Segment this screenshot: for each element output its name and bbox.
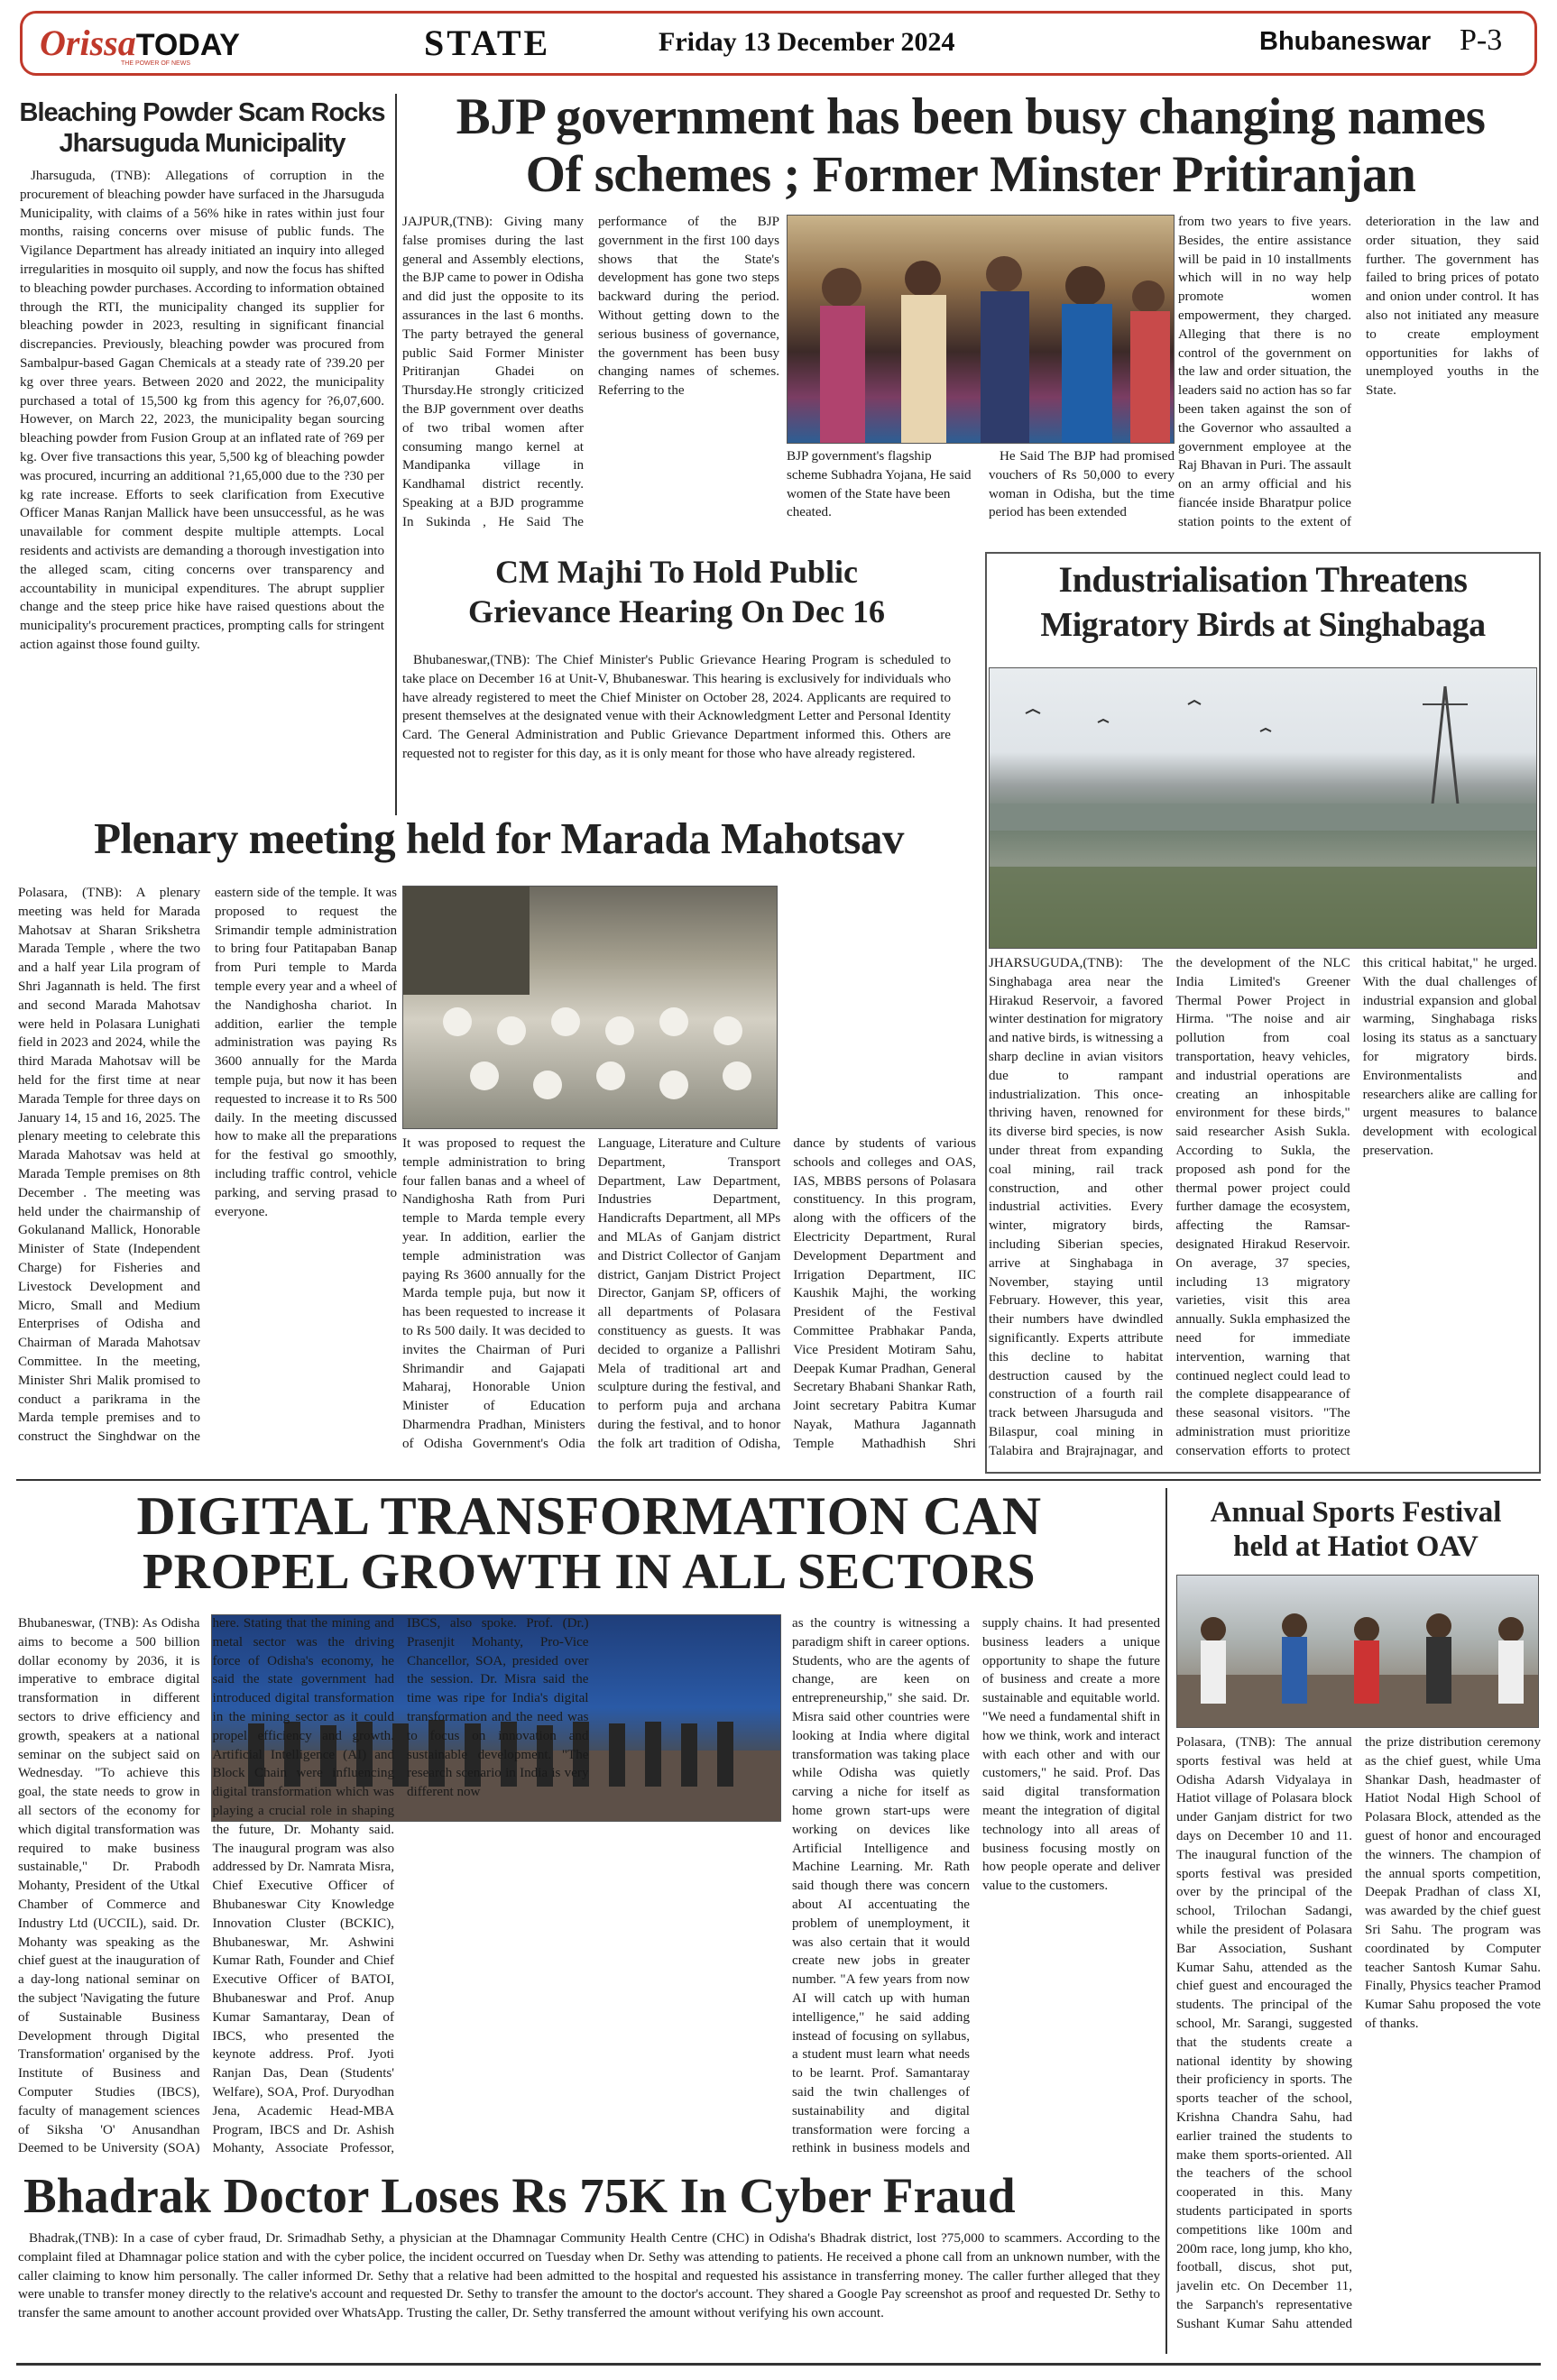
logo-today: TODAY: [135, 28, 240, 62]
sports-body: Polasara, (TNB): The annual sports festival was held at Odisha Adarsh Vidyalaya in Hatiot village of Polasara block under Ganjam district for two days on December 10 and 11. The inaugural function of the sports festival was presided over by the principal of the school, Trilochan Sadangi, while the president of Polasara Bar Association, Sushant Kumar Sahu, attended as the chief guest and encouraged the students. The principal of the school, Mr. Sarangi, suggested that the students create a national identity by showing their proficiency in sports. The sports teacher of the school, Krishna Chandra Sahu, had earlier trained the students to make them sports-oriented. All the teachers of the school cooperated in this. Many students participated in sports competitions like 100m and 200m race, long jump, kho kho, football, discus, shot put, javelin etc. On December 11, the Sarpanch's representative Sushant Kumar Sahu attended the prize distribution ceremony as the chief guest, while Uma Shankar Dash, headmaster of Hatiot Nodal High School of Polasara Block, attended as the guest of honor and encouraged the winners. The champion of the annual sports competition, Deepak Pradhan of class XI, was awarded by the chief guest Sri Sahu. The program was coordinated by Computer teacher Santosh Kumar Sahu. Finally, Physics teacher Pramod Kumar Sahu proposed the vote of thanks.: [1176, 1735, 1541, 2331]
marada-body-b: It was proposed to request the temple administration to bring four fallen banas and a wheel of Nandighosha Rath from Puri temple to Marda temple every year. In addition, earlier the temple administration was paying Rs 3600 annually for the Marda temple puja, but now it has been requested to increase it to Rs 500 daily. It was decided to invites the Chairman of Puri Shrimandir and Gajapati Maharaj, Honorable Union Minister of Education Dharmendra Pradhan, Ministers of Odisha Government's Odia Language, Literature and Culture Department, Transport Department, Law Department, Industries Department, Handicrafts Department, all MPs and MLAs of Ganjam district and District Collector of Ganjam district, Ganjam District Project Director, Ganjam SP, officers of all departments of Polasara constituency as guests. It was decided to organize a Pallishri Mela of traditional art and sculpture during the festival, and to perform puja and archana during the festival, and to honor the folk art tradition of Odisha, dance by students of various schools and colleges and OAS, IAS, MBBS persons of Polasara constituency. In this program, along with the officers of the Electricity Department, Rural Development Department and Irrigation Department, IIC Kaushik Majhi, the working President of the Festival Committee Prabhakar Panda, Vice President Motiram Sahu, Deepak Kumar Pradhan, General Secretary Bhabani Shankar Rath, Joint secretary Pabitra Kumar Nayak, Mathura Jagannath Temple Mathadhish Shri: [402, 1136, 976, 1451]
meeting-illustration: [403, 887, 778, 1129]
digital-headline-line1: DIGITAL TRANSFORMATION CAN: [136, 1488, 1042, 1546]
sports-headline-line1: Annual Sports Festival: [1210, 1496, 1502, 1529]
logo-orissa: Orissa: [40, 23, 136, 63]
wetland-illustration: [990, 668, 1537, 949]
city: Bhubaneswar: [1259, 27, 1432, 56]
bottom-rule: [16, 2363, 1541, 2366]
bjp-caption-b: He Said The BJP had promised vouchers of Rs 50,000 to every woman in Odisha, but the time period has been extended: [989, 449, 1175, 520]
birds-photo: [989, 667, 1537, 949]
bleaching-body: Jharsuguda, (TNB): Allegations of corruption in the procurement of bleaching powder have surfaced in the Jharsuguda Municipality, with claims of a 56% hike in rates within just four months, raising concerns over misuse of public funds. The Vigilance Department has already initiated an inquiry into alleged irregularities in mosquito oil supply, and now the focus has shifted to bleaching powder purchases. According to information obtained through the RTI, the municipality changed its supplier for bleaching powder in 2023, resulting in significant financial discrepancies. Previously, bleaching powder was procured from Sambalpur-based Gagan Chemicals at a steady rate of ?39.20 per kg over three years. Between 2020 and 2022, the municipality purchased a total of 15,500 kg from this agency for ?6,07,600. However, on March 22, 2023, the municipality began sourcing bleaching powder from Fusion Group at an inflated rate of ?69 per kg. Over five transactions this year, 5,500 kg of bleaching powder was procured, incurring an additional ?1,65,000 due to the ?30 per kg rate increase. Efforts to seek clarification from Executive Officer Manas Ranjan Mallick have been unsuccessful, as he was unavailable for comment despite multiple attempts. Local residents and activists are demanding a thorough investigation into the alleged scam, citing concerns over transparency and accountability in municipal expenditures. The abrupt supplier change and the steep price hike have raised questions about the municipality's procurement practices, prompting calls for stringent action against those found guilty.: [20, 169, 384, 652]
bjp-caption-a: BJP government's flagship scheme Subhadra Yojana, He said women of the State have been cheated.: [787, 449, 972, 520]
logo: [40, 22, 265, 69]
bjp-headline-line1: BJP government has been busy changing names: [456, 88, 1486, 145]
crowd-illustration: [788, 216, 1175, 444]
cm-headline-line1: CM Majhi To Hold Public: [494, 554, 859, 590]
page-number: P-3: [1460, 23, 1503, 57]
bleaching-headline-line2: Jharsuguda Municipality: [59, 129, 345, 158]
issue-date: Friday 13 December 2024: [659, 27, 955, 57]
digital-headline-line2: PROPEL GROWTH IN ALL SECTORS: [142, 1544, 1036, 1600]
birds-headline-line1: Industrialisation Threatens: [1058, 559, 1468, 600]
birds-body: JHARSUGUDA,(TNB): The Singhabaga area near the Hirakud Reservoir, a favored winter destination for migratory and native birds, is witnessing a sharp decline in avian visitors due to rampant industrialization. This once-thriving haven, renowned for its diverse bird species, is now under threat from expanding coal mining, rail track construction, and other industrial activities. Every winter, migratory birds, including Siberian species, arrive at Singhabaga in November, staying until February. However, this year, their numbers have dwindled significantly. Experts attribute this decline to habitat destruction caused by the construction of a fourth rail track between Jharsuguda and Bilaspur, coal mining in Talabira and Brajrajnagar, and the development of the NLC India Limited's Greener Thermal Power Project in Hirma. "The noise and air pollution from coal transportation, heavy vehicles, and industrial operations are creating an inhospitable environment for these birds," said researcher Asish Sukla. According to Sukla, the proposed ash pond for the thermal power project could further damage the ecosystem, affecting the Ramsar-designated Hirakud Reservoir. On average, 37 species, including 13 migratory varieties, visit this area annually. Sukla emphasized the need for immediate intervention, warning that continued neglect could lead to the complete disappearance of these seasonal visitors. "The administration must prioritize conservation efforts to protect this critical habitat," he urged. With the dual challenges of industrial expansion and global warming, Singhabaga risks losing its status as a sanctuary for migratory birds. Environmentalists and researchers alike are calling for urgent measures to balance development with ecological preservation.: [989, 956, 1537, 1458]
sports-headline-line2: held at Hatiot OAV: [1233, 1530, 1479, 1563]
column-rule: [395, 94, 397, 815]
marada-body-a: Polasara, (TNB): A plenary meeting was held for Marada Mahotsav at Sharan Srikshetra Marada Temple , where the two and a half year Lila program of Shri Jagannath is held. The first and second Marada Mahotsav were held in Polasara Lunighati field in 2023 and 2024, while the third Marada Mahotsav will be held for the first time at near Marada Temple for three days on January 14, 15 and 16, 2025. The plenary meeting to celebrate this Marada Mahotsav was held at Marada Temple premises on 8th December . The meeting was held under the chairmanship of Gokulanand Mallick, Honorable Minister of State (Independent Charge) for Fisheries and Livestock Development and Micro, Small and Medium Enterprises of Odisha and Chairman of Marada Mahotsav Committee. In the meeting, Minister Shri Malik promised to conduct a parikrama in the Marda temple premises and to construct the Singhdwar on the eastern side of the temple. It was proposed to request the Srimandir temple administration to bring four Patitapaban Banap from Puri temple to Marda temple every year and a wheel of the Nandighosha chariot. In addition, earlier the temple administration was paying Rs 3600 annually for the Marda temple puja, but now it has been requested to increase it to Rs 500 daily. In the meeting discussed how to make all the preparations for the festival go smoothly, including traffic control, vehicle parking, and serving prasad to everyone.: [18, 886, 397, 1445]
marada-headline: Plenary meeting held for Marada Mahotsav: [94, 813, 904, 863]
sports-photo: [1176, 1575, 1539, 1728]
bjp-headline: [401, 88, 1541, 204]
cm-headline-line2: Grievance Hearing On Dec 16: [468, 593, 885, 629]
bjp-body-a: JAJPUR,(TNB): Giving many false promises during the last general and Assembly elections, the BJP came to power in Odisha and did just the opposite to its assurances in the last 6 months. The party betrayed the general public Said Former Minister Pritiranjan Ghadei on Thursday.He strongly criticized the BJP government over deaths of two tribal women after consuming mango kernel at Mandipanka village in Kandhamal district recently. Speaking at a BJD programme In Sukinda , He Said The performance of the BJP government in the first 100 days shows that the State's development has gone two steps backward during the period. Without getting down to the serious business of governance, the government has been busy changing names of schemes. Referring to the: [402, 215, 779, 529]
logo-tagline: THE POWER OF NEWS: [121, 60, 190, 67]
digital-body-a: Bhubaneswar, (TNB): As Odisha aims to become a 500 billion dollar economy by 2036, it is imperative to embrace digital transformation in different sectors to drive efficiency and growth, speakers at a national seminar on the subject said on Wednesday. "To achieve this goal, the state needs to grow in all sectors of the economy for which digital transformation was required to make business sustainable," Dr. Prabodh Mohanty, President of the Utkal Chamber of Commerce and Industry Ltd (UCCIL), said. Dr. Mohanty was speaking as the chief guest at the inauguration of a day-long national seminar on the subject 'Navigating the future of Sustainable Business Development through Digital Transformation' organised by the Institute of Business and Computer Studies (IBCS), faculty of management sciences of Siksha 'O' Anusandhan Deemed to be University (SOA) here. Stating that the mining and metal sector was the driving force of Odisha's economy, he said the state government had introduced digital transformation in the mining sector as it could propel efficiency and growth. Artificial Intelligence (AI) and Block Chain were influencing digital transformation which was playing a crucial role in shaping the future, Dr. Mohanty said. The inaugural program was also addressed by Dr. Namrata Misra, Chief Executive Officer of Bhubaneswar City Knowledge Innovation Cluster (BCKIC), Bhubaneswar, Mr. Ashwini Kumar Rath, Founder and Chief Executive Officer of BATOI, Bhubaneswar and Prof. Anup Kumar Samantaray, Dean of IBCS, who presented the keynote address. Prof. Jyoti Ranjan Das, Dean (Students' Welfare), SOA, Prof. Duryodhan Jena, Academic Head-MBA Program, IBCS and Dr. Ashish Mohanty, Associate Professor, IBCS, also spoke. Prof. (Dr.) Prasenjit Mohanty, Pro-Vice Chancellor, SOA, presided over the session. Dr. Misra said the time was ripe for India's digital transformation and the need was to focus on innovation and sustainable development. "The research scenario in India is very different now: [18, 1616, 589, 2156]
bjp-headline-line2: Of schemes ; Former Minster Pritiranjan: [525, 146, 1416, 203]
cm-headline: [402, 552, 951, 631]
sports-headline: [1173, 1495, 1539, 1564]
column-rule-right: [1165, 1488, 1167, 2354]
prize-illustration: [1177, 1576, 1539, 1728]
bhadrak-headline: Bhadrak Doctor Loses Rs 75K In Cyber Fraud: [23, 2168, 1016, 2223]
cm-body: Bhubaneswar,(TNB): The Chief Minister's Public Grievance Hearing Program is scheduled to take place on December 16 at Unit-V, Bhubaneswar. This hearing is exclusively for individuals who have already registered to meet the Chief Minister on October 28, 2024. Applicants are required to present themselves at the designated venue with their Acknowledgment Letter and Personal Identity Card. The General Administration and Public Grievance Department informed this. Others are requested not to register for this day, as it is only meant for those who have already registered.: [402, 653, 951, 761]
birds-headline-line2: Migratory Birds at Singhabaga: [1040, 606, 1486, 644]
bleaching-headline-line1: Bleaching Powder Scam Rocks: [19, 98, 385, 127]
digital-headline: [16, 1488, 1162, 1600]
bhadrak-body: Bhadrak,(TNB): In a case of cyber fraud, Dr. Srimadhab Sethy, a physician at the Dhamnagar Community Health Centre (CHC) in Odisha's Bhadrak district, lost ?75,000 to scammers. According to the complaint filed at Dhamnagar police station and with the cyber police, the incident occurred on Tuesday when Dr. Sethy was attending to patients. He received a phone call from an unknown number, with the caller claiming to know him personally. The caller informed Dr. Sethy that a relative had been admitted to the hospital and requested his assistance in transferring money. The caller further alleged that they were unable to transfer money directly to the relative's account and requested Dr. Sethy to transfer the amount to the doctor's account. They shared a Google Pay screenshot as proof and requested Dr. Sethy to transfer the same amount to another account provided over WhatsApp. Trusting the caller, Dr. Sethy transferred the amount without verifying his own account.: [18, 2231, 1160, 2321]
digital-body-b: as the country is witnessing a paradigm shift in career options. Students, who are the agents of change, are keen on entrepreneurship," she said. Dr. Misra said other countries were looking at India where digital transformation was taking place while Odisha was quietly carving a niche for itself as home grown start-ups were working on devices like Artificial Intelligence and Machine Learning. Mr. Rath said though there was concern about AI accentuating the problem of unemployment, it was also certain that it would create new jobs in greater number. "A few years from now AI will catch up with human intelligence," he said adding instead of focusing on syllabus, a student must learn what needs to be learnt. Prof. Samantaray said the twin challenges of sustainability and digital transformation were forcing a rethink in business models and supply chains. It had presented business leaders a unique opportunity to shape the future of business and create a more sustainable and equitable world. "We need a fundamental shift in how we think, work and interact with each other and with our customers," he said. Prof. Das said digital transformation meant the integration of digital technology into all areas of business focusing mostly on how people operate and deliver value to the customers.: [792, 1616, 1160, 2156]
bjp-body-d: from two years to five years. Besides, the entire assistance will be paid in 10 installments which will in no way help promote women empowerment, they charged. Alleging that there is no control of the government on the law and order situation, the leaders said no action has so far been taken against the son of the Governor who assaulted a government employee at the Raj Bhavan in Puri. The assault on an army official and his fiancée inside Bharatpur police station points to the extent of deterioration in the law and order situation, they said further. The government has failed to bring prices of potato and onion under control. It has also not initiated any measure to create employment opportunities for lakhs of unemployed youths in the State.: [1178, 215, 1539, 529]
horizontal-rule: [16, 1479, 1541, 1481]
birds-headline: [989, 557, 1537, 648]
bjp-photo: [787, 215, 1175, 444]
bleaching-headline: [16, 97, 388, 159]
marada-photo: [402, 886, 778, 1129]
section-title: STATE: [424, 23, 551, 63]
